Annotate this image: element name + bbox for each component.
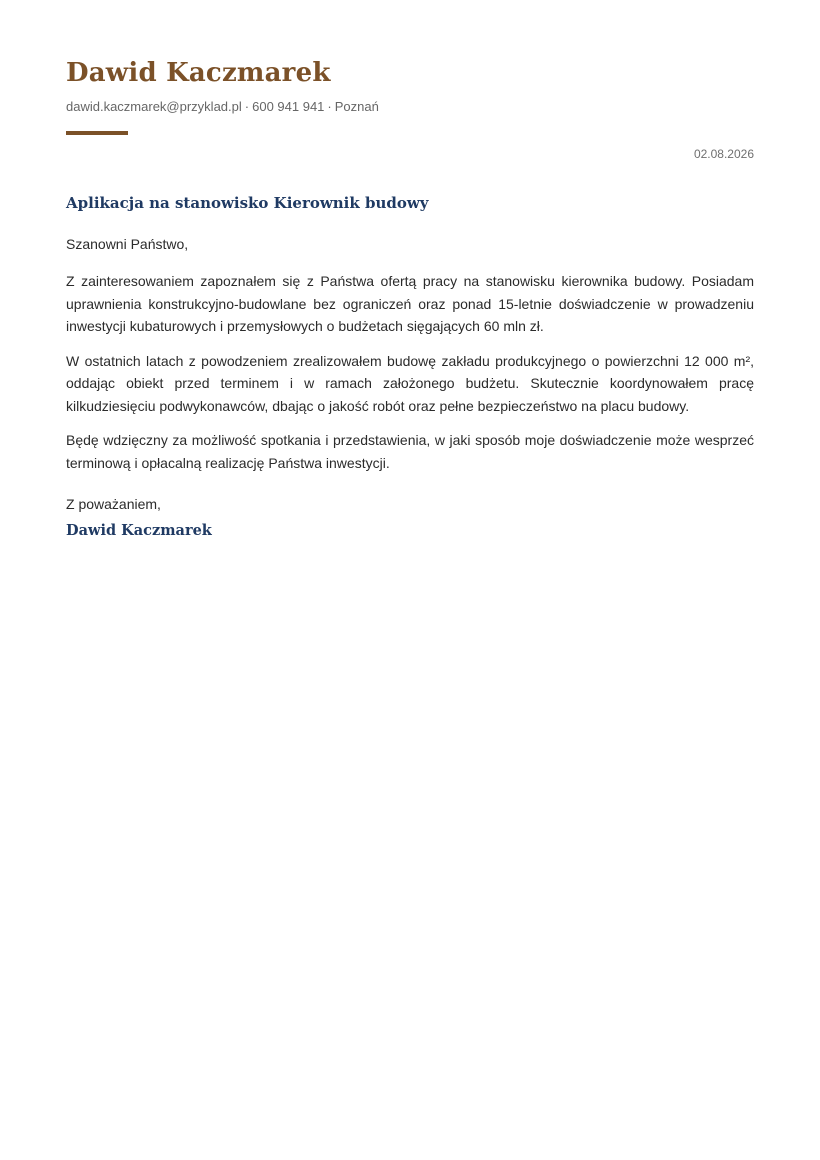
letter-signature: Dawid Kaczmarek — [66, 522, 212, 539]
letter-paragraph: Z zainteresowaniem zapoznałem się z Państwa ofertą pracy na stanowisku kierownika budowy. Posiadam uprawnienia konstrukcyjno-budowlane bez ograniczeń oraz ponad 15-letnie doświadczenie w prowadzeniu inwestycji kubaturowych i przemysłowych o budżetach sięgających 60 mln zł. — [66, 273, 754, 334]
letter-date: 02.08.2026 — [693, 147, 754, 161]
contact-email: dawid.kaczmarek@przyklad.pl — [66, 99, 242, 114]
contact-phone: 600 941 941 — [252, 99, 325, 114]
letter-closing: Z poważaniem, — [66, 496, 161, 512]
header-divider — [66, 131, 128, 135]
contact-city: Poznań — [334, 99, 379, 114]
letter-greeting: Szanowni Państwo, — [66, 236, 189, 252]
letter-paragraph: Będę wdzięczny za możliwość spotkania i przedstawienia, w jaki sposób moje doświadczenie może wesprzeć terminową i opłacalną realizację Państwa inwestycji. — [66, 432, 754, 471]
letter-paragraph: W ostatnich latach z powodzeniem zrealizowałem budowę zakładu produkcyjnego o powierzchni 12 000 m², oddając obiekt przed terminem i w ramach założonego budżetu. Skutecznie koordynowałem pracę kilkudziesięciu podwykonawców, dbając o jakość robót oraz pełne bezpieczeństwo na placu budowy. — [66, 352, 754, 414]
letter-subject: Aplikacja na stanowisko Kierownik budowy — [66, 194, 429, 212]
contact-line — [66, 99, 379, 114]
contact-separator: · — [244, 99, 250, 114]
sender-name: Dawid Kaczmarek — [66, 58, 331, 88]
contact-separator: · — [327, 99, 332, 114]
letter-body — [66, 270, 754, 486]
